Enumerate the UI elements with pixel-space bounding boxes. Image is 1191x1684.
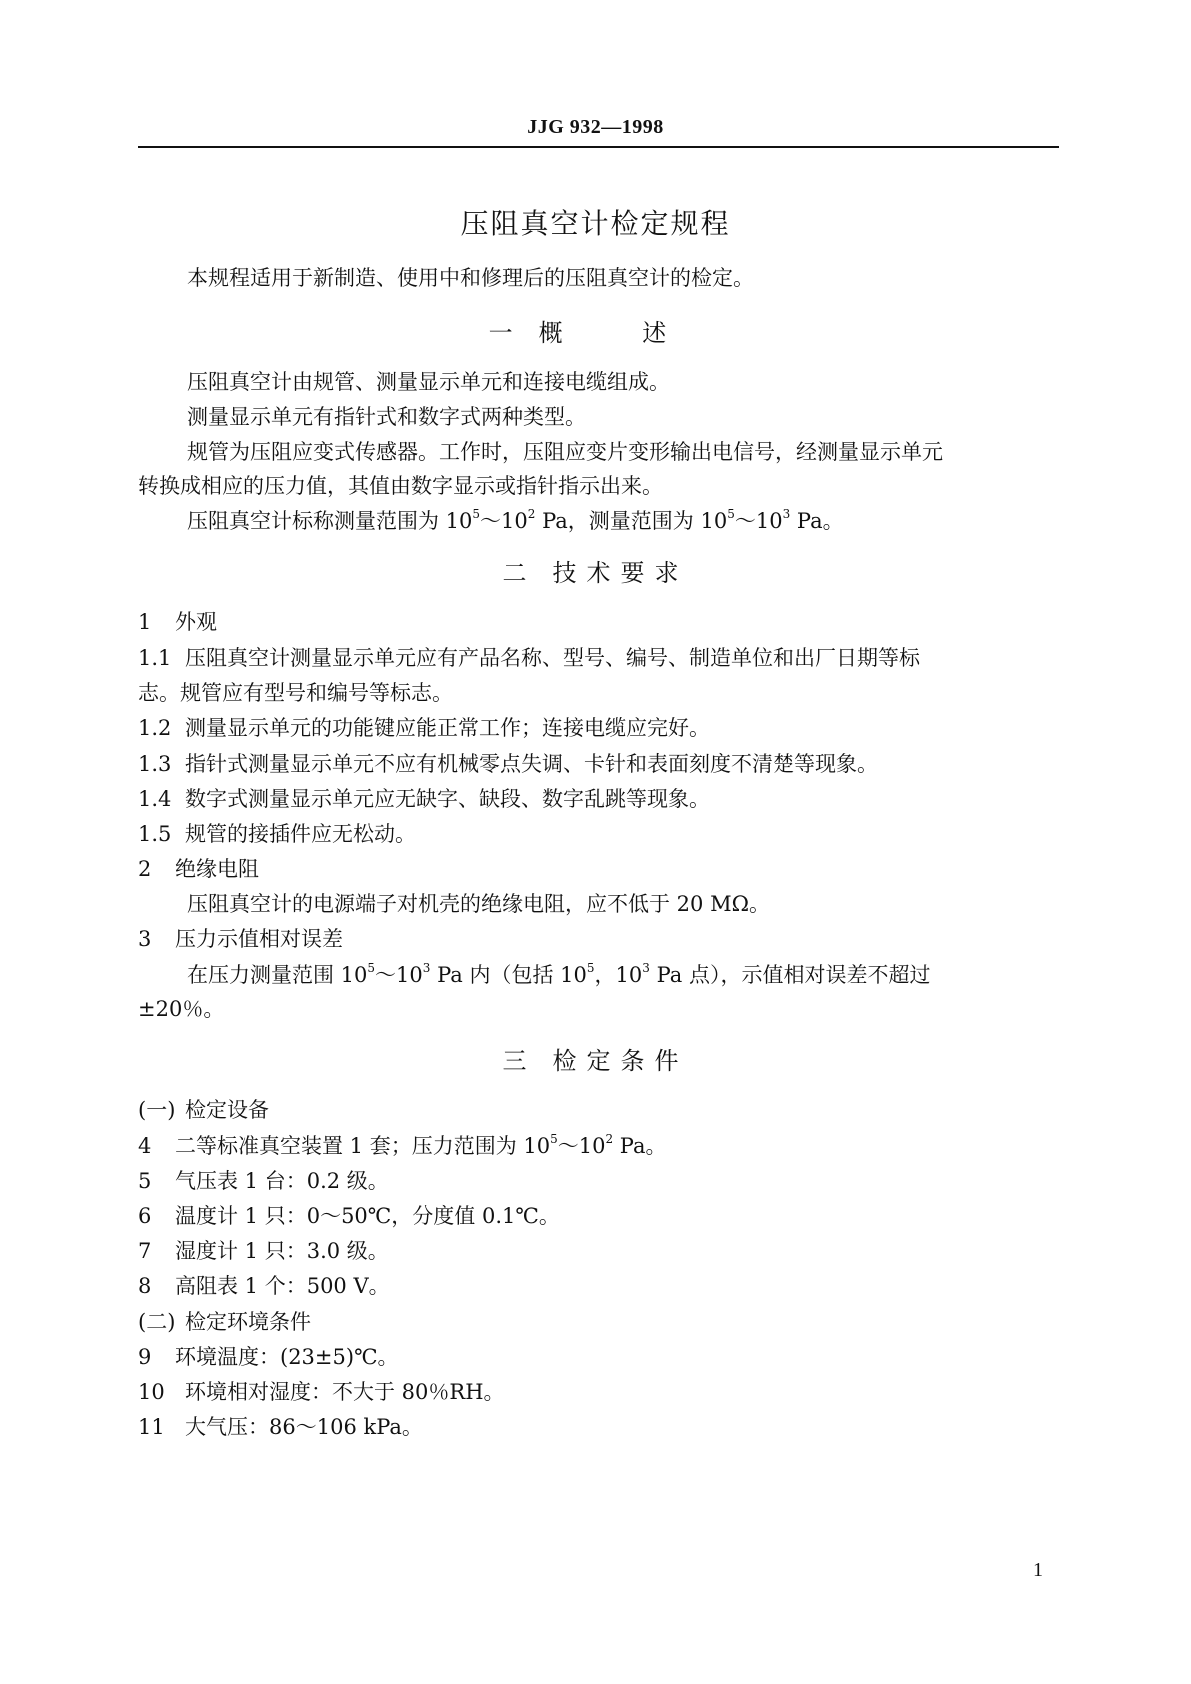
clause	[138, 783, 710, 813]
clause	[138, 1165, 389, 1195]
exponent: 5	[550, 1132, 558, 1146]
paragraph: 压阻真空计由规管、测量显示单元和连接电缆组成。	[187, 370, 670, 394]
clause-number: 3	[138, 927, 152, 951]
clause-number: 9	[138, 1345, 152, 1369]
section-title: 概 述	[538, 319, 703, 347]
clause-number: 1.3	[138, 752, 172, 776]
clause	[138, 1130, 667, 1160]
text: Pa，测量范围为 10	[535, 509, 728, 533]
text: ～10	[480, 509, 528, 533]
clause	[138, 1341, 399, 1371]
clause-text: 环境温度：(23±5)℃。	[175, 1345, 399, 1369]
exponent: 5	[472, 507, 481, 521]
subsection-number: (一)	[138, 1098, 176, 1122]
text: ，10	[594, 963, 643, 987]
paragraph: 规管为压阻应变式传感器。工作时，压阻应变片变形输出电信号，经测量显示单元	[187, 440, 943, 464]
clause-number: 8	[138, 1274, 152, 1298]
exponent: 3	[782, 507, 791, 521]
clause	[138, 1270, 390, 1300]
clause-text: 气压表 1 台：0.2 级。	[175, 1169, 389, 1193]
clause-text: 测量显示单元的功能键应能正常工作；连接电缆应完好。	[185, 716, 710, 740]
clause-continuation: 志。规管应有型号和编号等标志。	[138, 681, 453, 705]
clause-number: 1.4	[138, 787, 172, 811]
exponent: 2	[605, 1132, 614, 1146]
paragraph-continuation: ±20％。	[138, 997, 225, 1021]
section-number: 二	[502, 559, 527, 587]
error-paragraph	[187, 959, 930, 989]
text: 在压力测量范围 10	[187, 963, 368, 987]
clause-text: 规管的接插件应无松动。	[185, 822, 416, 846]
subsection-text: 检定环境条件	[185, 1310, 311, 1334]
exponent: 3	[422, 961, 431, 975]
clause	[138, 923, 343, 953]
range-paragraph	[187, 505, 844, 535]
section-number: 三	[502, 1047, 527, 1075]
document-title: 压阻真空计检定规程	[460, 207, 731, 240]
clause-text: 外观	[175, 610, 217, 634]
subsection	[138, 1306, 311, 1336]
text: Pa 点），示值相对误差不超过	[649, 963, 931, 987]
exponent: 5	[367, 961, 376, 975]
section-number: 一	[488, 319, 513, 347]
section-2-heading	[0, 553, 1191, 588]
clause-text: 环境相对湿度：不大于 80％RH。	[185, 1380, 505, 1404]
clause-text: 二等标准真空装置 1 套；压力范围为 10	[175, 1134, 551, 1158]
clause-text: 湿度计 1 只：3.0 级。	[175, 1239, 389, 1263]
header-rule	[138, 146, 1059, 148]
clause	[138, 1376, 505, 1406]
clause-number: 7	[138, 1239, 152, 1263]
clause-number: 1	[138, 610, 152, 634]
exponent: 5	[586, 961, 595, 975]
clause-text: Pa。	[613, 1134, 667, 1158]
text: ～10	[734, 509, 783, 533]
exponent: 5	[727, 507, 735, 521]
clause-number: 5	[138, 1169, 152, 1193]
clause-text: 高阻表 1 个：500 V。	[175, 1274, 390, 1298]
clause-number: 11	[138, 1415, 165, 1439]
text: 压阻真空计标称测量范围为 10	[187, 509, 473, 533]
clause-text: 压力示值相对误差	[175, 927, 343, 951]
clause	[138, 1200, 560, 1230]
subsection-number: (二)	[138, 1310, 176, 1334]
clause-text: 指针式测量显示单元不应有机械零点失调、卡针和表面刻度不清楚等现象。	[185, 752, 878, 776]
intro-paragraph: 本规程适用于新制造、使用中和修理后的压阻真空计的检定。	[187, 266, 754, 290]
clause-number: 1.2	[138, 716, 172, 740]
text: Pa 内（包括 10	[430, 963, 587, 987]
clause-number: 1.1	[138, 646, 172, 670]
clause	[138, 1411, 423, 1441]
paragraph: 测量显示单元有指针式和数字式两种类型。	[187, 405, 586, 429]
clause	[138, 853, 259, 883]
clause-text: 数字式测量显示单元应无缺字、缺段、数字乱跳等现象。	[185, 787, 710, 811]
clause	[138, 818, 416, 848]
clause-number: 10	[138, 1380, 165, 1404]
clause-number: 6	[138, 1204, 152, 1228]
clause-text: ～10	[557, 1134, 606, 1158]
exponent: 2	[527, 507, 536, 521]
paragraph: 压阻真空计的电源端子对机壳的绝缘电阻，应不低于 20 MΩ。	[187, 892, 770, 916]
page-number: 1	[1033, 1559, 1043, 1581]
subsection	[138, 1094, 269, 1124]
text: ～10	[375, 963, 423, 987]
clause	[138, 712, 710, 742]
clause-number: 4	[138, 1134, 152, 1158]
exponent: 3	[642, 961, 650, 975]
clause	[138, 642, 920, 672]
clause-text: 绝缘电阻	[175, 857, 259, 881]
section-1-heading	[0, 313, 1191, 348]
subsection-text: 检定设备	[185, 1098, 269, 1122]
clause-text: 温度计 1 只：0～50℃，分度值 0.1℃。	[175, 1204, 560, 1228]
section-3-heading	[0, 1041, 1191, 1076]
clause-number: 1.5	[138, 822, 172, 846]
clause	[138, 1235, 389, 1265]
paragraph-continuation: 转换成相应的压力值，其值由数字显示或指针指示出来。	[138, 474, 663, 498]
section-title: 检定条件	[552, 1047, 689, 1075]
clause-number: 2	[138, 857, 152, 881]
clause-text: 压阻真空计测量显示单元应有产品名称、型号、编号、制造单位和出厂日期等标	[185, 646, 920, 670]
clause	[138, 748, 878, 778]
section-title: 技术要求	[552, 559, 689, 587]
text: Pa。	[790, 509, 844, 533]
page-header-code: JJG 932—1998	[527, 116, 664, 138]
clause-text: 大气压：86～106 kPa。	[185, 1415, 423, 1439]
clause	[138, 606, 217, 636]
